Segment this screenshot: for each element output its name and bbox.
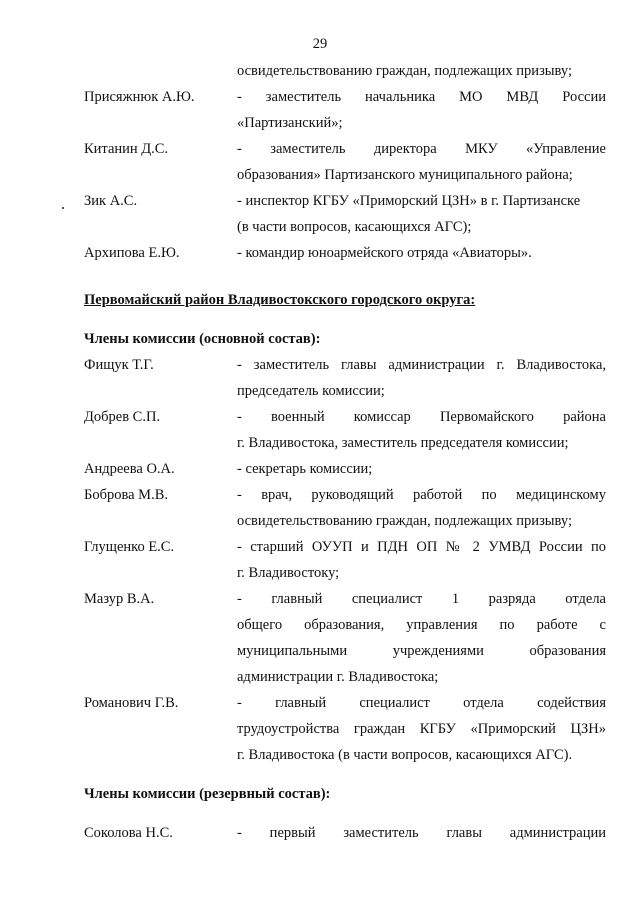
member-name: Соколова Н.С. (84, 825, 173, 841)
role-line: общего образования, управления по работе с (237, 617, 606, 633)
role-line: муниципальными учреждениями образования (237, 643, 606, 659)
role-line: г. Владивостока, заместитель председателя комиссии; (237, 435, 569, 451)
member-name: Присяжнюк А.Ю. (84, 89, 195, 105)
member-role (237, 136, 606, 188)
member-name: Добрев С.П. (84, 409, 161, 425)
member-name: Зик А.С. (84, 193, 138, 209)
role-line: освидетельствованию граждан, подлежащих призыву; (237, 513, 572, 529)
member-role (237, 352, 606, 404)
role-line: - военный комиссар Первомайского района (237, 409, 606, 425)
member-name: Глущенко Е.С. (84, 539, 175, 555)
section-heading: Члены комиссии (резервный состав): (84, 786, 331, 802)
role-line: - главный специалист 1 разряда отдела (237, 591, 606, 607)
role-line: трудоустройства граждан КГБУ «Приморский ЦЗН» (237, 721, 606, 737)
role-line: освидетельствованию граждан, подлежащих призыву; (237, 63, 572, 79)
member-name: Китанин Д.С. (84, 141, 169, 157)
member-role (237, 404, 606, 456)
role-line: - инспектор КГБУ «Приморский ЦЗН» в г. Партизанске (237, 193, 581, 209)
member-role (237, 84, 606, 136)
member-name: Боброва М.В. (84, 487, 168, 503)
member-role (237, 690, 606, 768)
margin-mark (62, 207, 64, 209)
role-line: - секретарь комиссии; (237, 461, 373, 477)
role-line: г. Владивостоку; (237, 565, 340, 581)
role-line: г. Владивостока (в части вопросов, касающихся АГС). (237, 747, 573, 763)
member-role (237, 456, 606, 482)
district-heading: Первомайский район Владивостокского городского округа: (84, 292, 476, 308)
member-name: Архипова Е.Ю. (84, 245, 180, 261)
role-line: администрации г. Владивостока; (237, 669, 439, 685)
role-line: - врач, руководящий работой по медицинскому (237, 487, 606, 503)
role-line: - старший ОУУП и ПДН ОП № 2 УМВД России по (237, 539, 606, 555)
member-name: Романович Г.В. (84, 695, 179, 711)
role-line: (в части вопросов, касающихся АГС); (237, 219, 472, 235)
member-role (237, 188, 606, 240)
role-line: - заместитель директора МКУ «Управление (237, 141, 606, 157)
role-line: - заместитель главы администрации г. Владивостока, (237, 357, 606, 373)
role-line: - заместитель начальника МО МВД России (237, 89, 606, 105)
section-heading: Члены комиссии (основной состав): (84, 331, 321, 347)
member-name: Фищук Т.Г. (84, 357, 154, 373)
role-line: образования» Партизанского муниципального района; (237, 167, 573, 183)
role-text (237, 58, 606, 84)
role-line: - командир юноармейского отряда «Авиаторы». (237, 245, 532, 261)
role-line: - первый заместитель главы администрации (237, 825, 606, 841)
member-role (237, 534, 606, 586)
role-line: «Партизанский»; (237, 115, 343, 131)
member-name: Мазур В.А. (84, 591, 155, 607)
role-line: председатель комиссии; (237, 383, 385, 399)
member-name: Андреева О.А. (84, 461, 175, 477)
member-role (237, 820, 606, 846)
page-number: 29 (312, 36, 328, 52)
member-role (237, 482, 606, 534)
member-role (237, 586, 606, 690)
role-line: - главный специалист отдела содействия (237, 695, 606, 711)
member-role (237, 240, 606, 266)
